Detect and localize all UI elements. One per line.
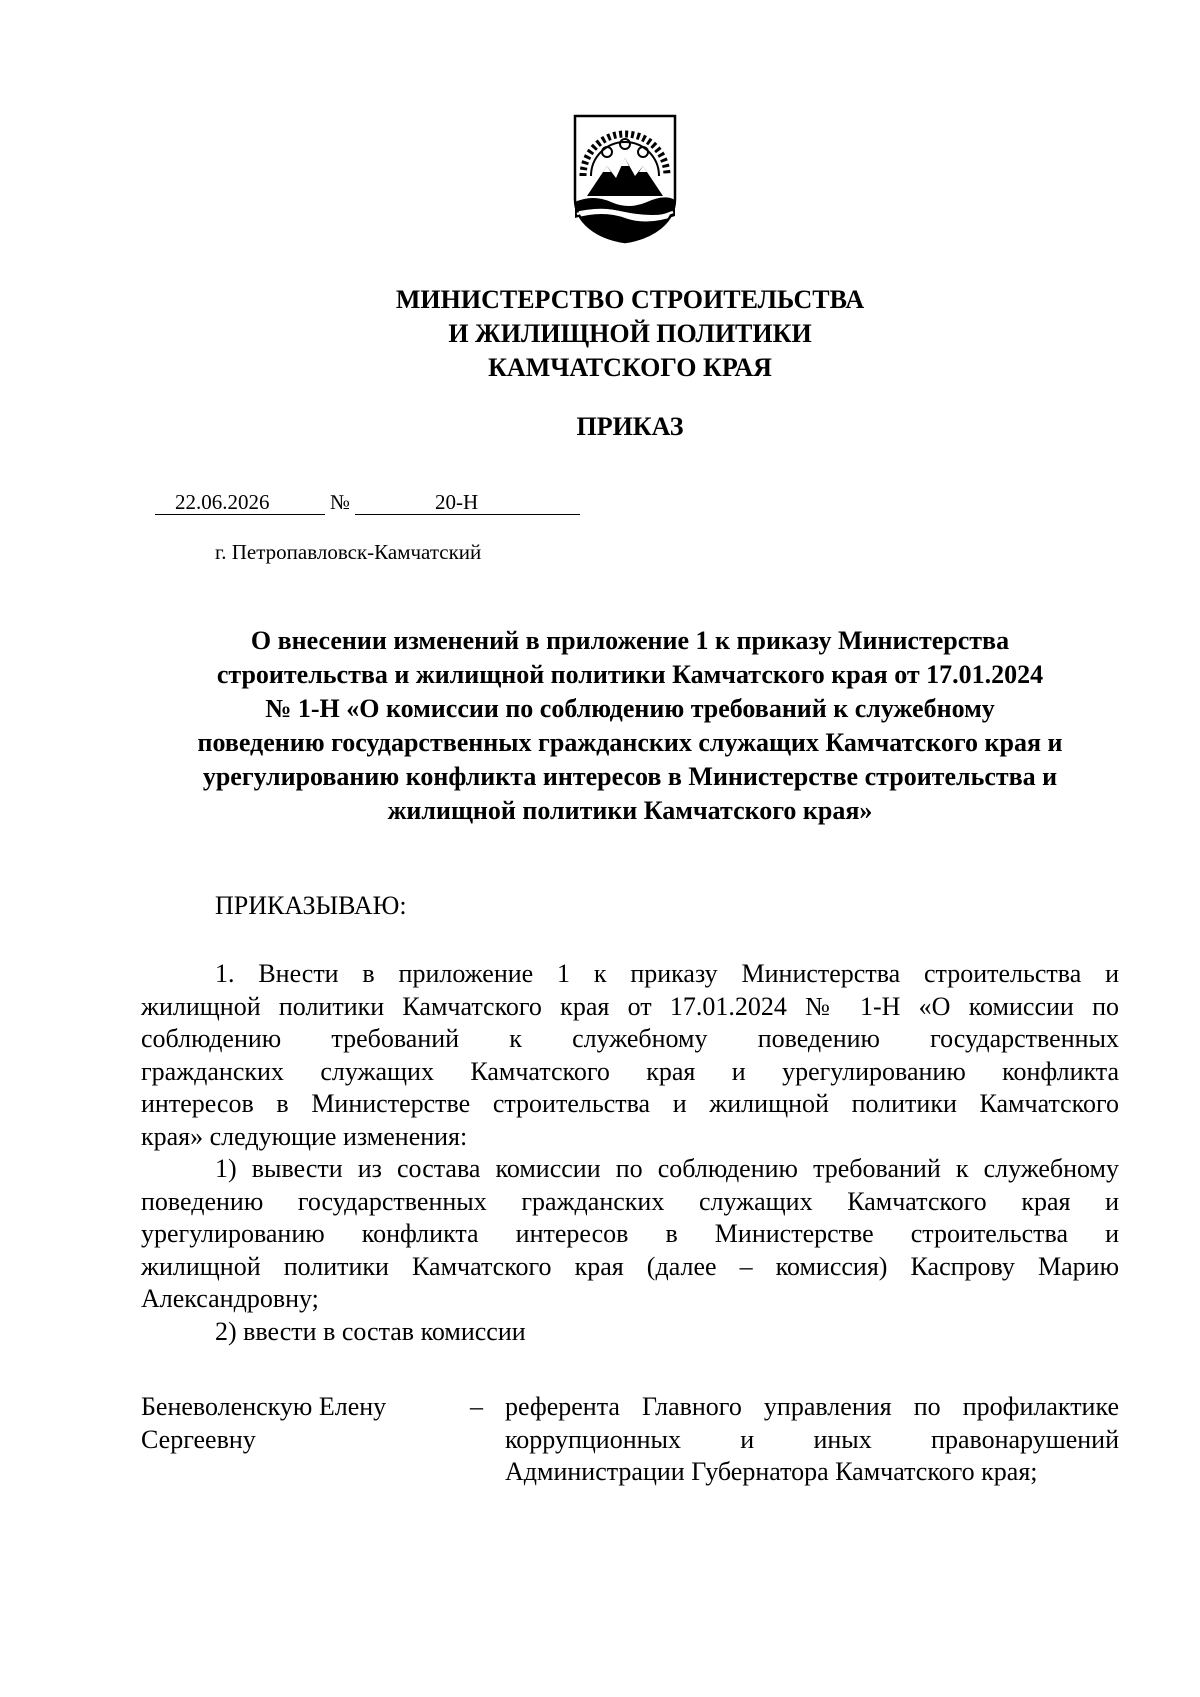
subject-line: жилищной политики Камчатского края»: [387, 796, 873, 825]
subject-line: № 1-Н «О комиссии по соблюдению требований к служебному: [265, 694, 995, 723]
item-1-line: края» следующие изменения:: [141, 1121, 468, 1151]
order-subject: [140, 624, 1120, 828]
member-role-line: референта Главного управления по профилактике: [505, 1392, 1119, 1421]
item-1-line: жилищной политики Камчатского края от 17.01.2024 № 1-Н «О комиссии по: [141, 991, 1119, 1021]
member-name-line: Беневоленскую Елену: [141, 1392, 387, 1421]
item-1-paragraph: [141, 958, 1119, 1153]
member-role-line: коррупционных и иных правонарушений: [505, 1424, 1119, 1454]
item-1-2-line: 2) ввести в состав комиссии: [215, 1317, 526, 1346]
kamchatka-coat-of-arms-emblem: [573, 114, 677, 244]
item-1-line: гражданских служащих Камчатского края и урегулированию конфликта: [141, 1056, 1119, 1086]
number-sign: №: [330, 490, 351, 514]
subject-line: урегулированию конфликта интересов в Министерстве строительства и: [202, 762, 1058, 791]
subject-line: О внесении изменений в приложение 1 к приказу Министерства: [250, 626, 1010, 655]
member-dash: –: [470, 1392, 483, 1421]
member-role-line: Администрации Губернатора Камчатского края;: [505, 1457, 1038, 1486]
item-1-line: 1. Внести в приложение 1 к приказу Министерства строительства и: [215, 959, 1119, 988]
subject-line: строительства и жилищной политики Камчатского края от 17.01.2024: [216, 660, 1044, 689]
member-role: [505, 1391, 1119, 1489]
item-1-1-line: поведению государственных гражданских служащих Камчатского края и: [141, 1186, 1119, 1216]
item-1-line: интересов в Министерстве строительства и жилищной политики Камчатского: [141, 1089, 1119, 1118]
order-number: 20-Н: [435, 490, 479, 514]
order-directive-word: ПРИКАЗЫВАЮ:: [215, 891, 407, 920]
commission-member-entry: [141, 1391, 1119, 1501]
ministry-name-line-3: КАМЧАТСКОГО КРАЯ: [488, 353, 772, 382]
member-name: [141, 1391, 441, 1456]
item-1-1-line: Александровну;: [141, 1284, 319, 1313]
issue-city: г. Петропавловск-Камчатский: [215, 540, 482, 564]
subject-line: поведению государственных гражданских служащих Камчатского края и: [197, 728, 1063, 757]
item-1-1-line: урегулированию конфликта интересов в Министерстве строительства и: [141, 1219, 1119, 1248]
document-type-heading: ПРИКАЗ: [576, 412, 684, 441]
item-1-1-line: 1) вывести из состава комиссии по соблюдению требований к служебному: [215, 1154, 1119, 1183]
item-1-1-line: жилищной политики Камчатского края (далее – комиссия) Каспрову Марию: [141, 1251, 1119, 1281]
item-1-1-paragraph: [141, 1153, 1119, 1316]
item-1-line: соблюдению требований к служебному поведению государственных: [141, 1024, 1119, 1053]
ministry-name-line-1: МИНИСТЕРСТВО СТРОИТЕЛЬСТВА: [395, 285, 865, 314]
item-1-2-paragraph: [141, 1316, 1119, 1349]
ministry-name-line-2: И ЖИЛИЩНОЙ ПОЛИТИКИ: [448, 319, 812, 348]
order-date: 22.06.2026: [175, 490, 270, 514]
member-name-line: Сергеевну: [141, 1424, 256, 1454]
